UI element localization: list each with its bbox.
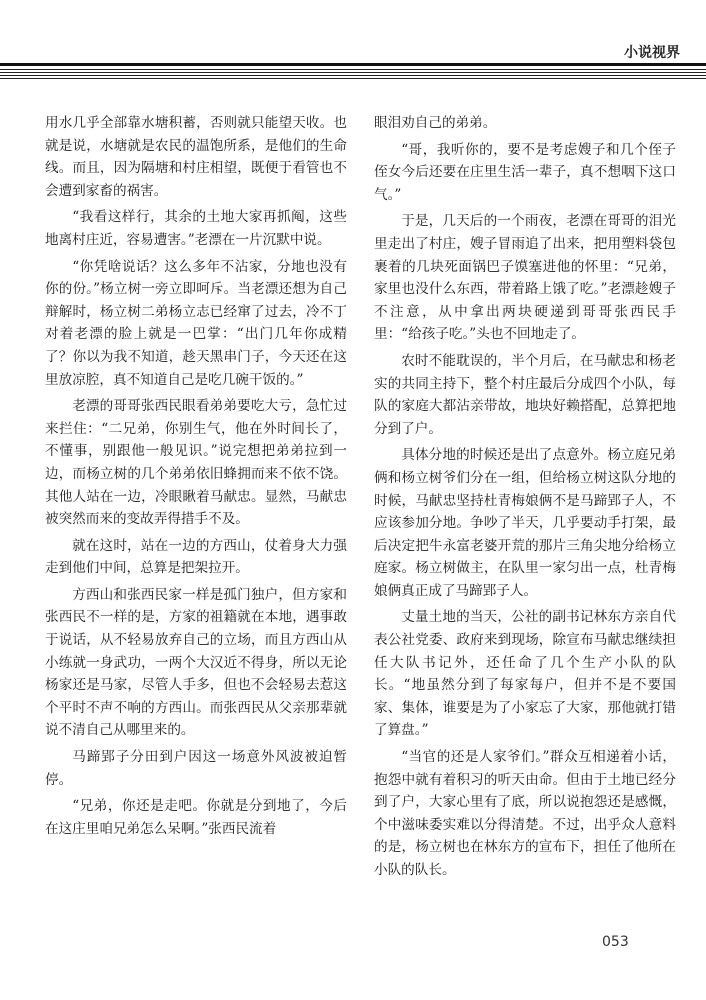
section-label: 小说视界 <box>624 45 680 61</box>
page-number: 053 <box>602 934 629 950</box>
header-rule-line <box>0 69 706 70</box>
paragraph: 就在这时，站在一边的方西山，仗着身大力强走到他们中间，总算是把架拉开。 <box>45 537 347 577</box>
paragraph: 眼泪劝自己的弟弟。 <box>374 115 497 131</box>
paragraph: 马蹄郢子分田到户因这一场意外风波被迫暂停。 <box>45 749 347 788</box>
header-rule-line <box>0 75 706 76</box>
paragraph: “你凭啥说话？这么多年不沾家，分地也没有你的份。”杨立树一旁立即呵斥。当老漂还想为自己辩解时，杨立树二弟杨立志已经窜了过去，冷不丁对着老漂的脸上就是一巴掌：“出门几年你成精了？你以为我不知道，趁天黑串门子，今天还在这里放凉腔，真不知道自己是吃几碗干饭的。” <box>45 258 347 388</box>
header-rule-thick <box>0 63 706 66</box>
paragraph: 具体分地的时候还是出了点意外。杨立庭兄弟俩和杨立树爷们分在一组，但给杨立树这队分地的时候，马献忠坚持杜青梅娘俩不是马蹄郢子人，不应该参加分地。争吵了半天，几乎要动手打架，最后决定把牛永富老婆开荒的那片三角尖地分给杨立庭家。杨立树做主，在队里一家匀出一点，杜青梅娘俩真正成了马蹄郢子人。 <box>374 447 676 599</box>
paragraph: “哥，我听你的，要不是考虑嫂子和几个侄子侄女今后还要在庄里生活一辈子，真不想咽下这口气。” <box>374 141 676 203</box>
paragraph: 丈量土地的当天，公社的副书记林东方亲自代表公社党委、政府来到现场，除宣布马献忠继续担任大队书记外，还任命了几个生产小队的队长。“地虽然分到了每家每户，但并不是不要国家、集体，谁要是为了小家忘了大家，那他就打错了算盘。” <box>374 609 676 739</box>
paragraph: “我看这样行，其余的土地大家再抓阄，这些地离村庄近，容易遭害。”老漂在一片沉默中说。 <box>45 209 347 248</box>
paragraph: 用水几乎全部靠水塘积蓄，否则就只能望天收。也就是说，水塘就是农民的温饱所系，是他们的生命线。而且，因为隔塘和村庄相望，既便于看管也不会遭到家畜的祸害。 <box>45 115 347 199</box>
right-column <box>374 112 676 886</box>
header-rule <box>0 63 706 79</box>
header-rule-line <box>0 72 706 73</box>
left-column <box>45 112 347 844</box>
paragraph: 老漂的哥哥张西民眼看弟弟要吃大亏，急忙过来拦住：“二兄弟，你别生气，他在外时间长了，不懂事，别跟他一般见识。”说完想把弟弟拉到一边，而杨立树的几个弟弟依旧蜂拥而来不依不饶。其他人站在一边，冷眼瞅着马献忠。显然，马献忠被突然而来的变故弄得措手不及。 <box>45 398 347 528</box>
header-rule-line <box>0 78 706 79</box>
paragraph: “当官的还是人家爷们。”群众互相递着小话，抱怨中就有着积习的听天由命。但由于土地已经分到了户，大家心里有了底，所以说抱怨还是感慨，个中滋味委实难以分得清楚。不过，出乎众人意料的是，杨立树也在林东方的宣布下，担任了他所在小队的队长。 <box>374 749 676 878</box>
paragraph: “兄弟，你还是走吧。你就是分到地了，今后在这庄里咱兄弟怎么呆啊。”张西民流着 <box>45 798 347 837</box>
paragraph: 于是，几天后的一个雨夜，老漂在哥哥的泪光里走出了村庄，嫂子冒雨追了出来，把用塑料袋包裹着的几块死面锅巴子馍塞进他的怀里：“兄弟，家里也没什么东西，带着路上饿了吃。”老漂趁嫂子不注意，从中拿出两块硬递到哥哥张西民手里：“给孩子吃。”头也不回地走了。 <box>374 213 676 343</box>
paragraph: 农时不能耽误的，半个月后，在马献忠和杨老实的共同主持下，整个村庄最后分成四个小队，每队的家庭大都沾亲带故，地块好赖搭配，总算把地分到了户。 <box>374 352 676 437</box>
paragraph: 方西山和张西民家一样是孤门独户，但方家和张西民不一样的是，方家的祖籍就在本地，遇事敢于说话，从不轻易放弃自己的立场，而且方西山从小练就一身武功，一两个大汉近不得身，所以无论杨家还是马家，尽管人手多，但也不会轻易去惹这个平时不声不响的方西山。而张西民从父亲那辈就说不清自己从哪里来的。 <box>45 586 347 739</box>
